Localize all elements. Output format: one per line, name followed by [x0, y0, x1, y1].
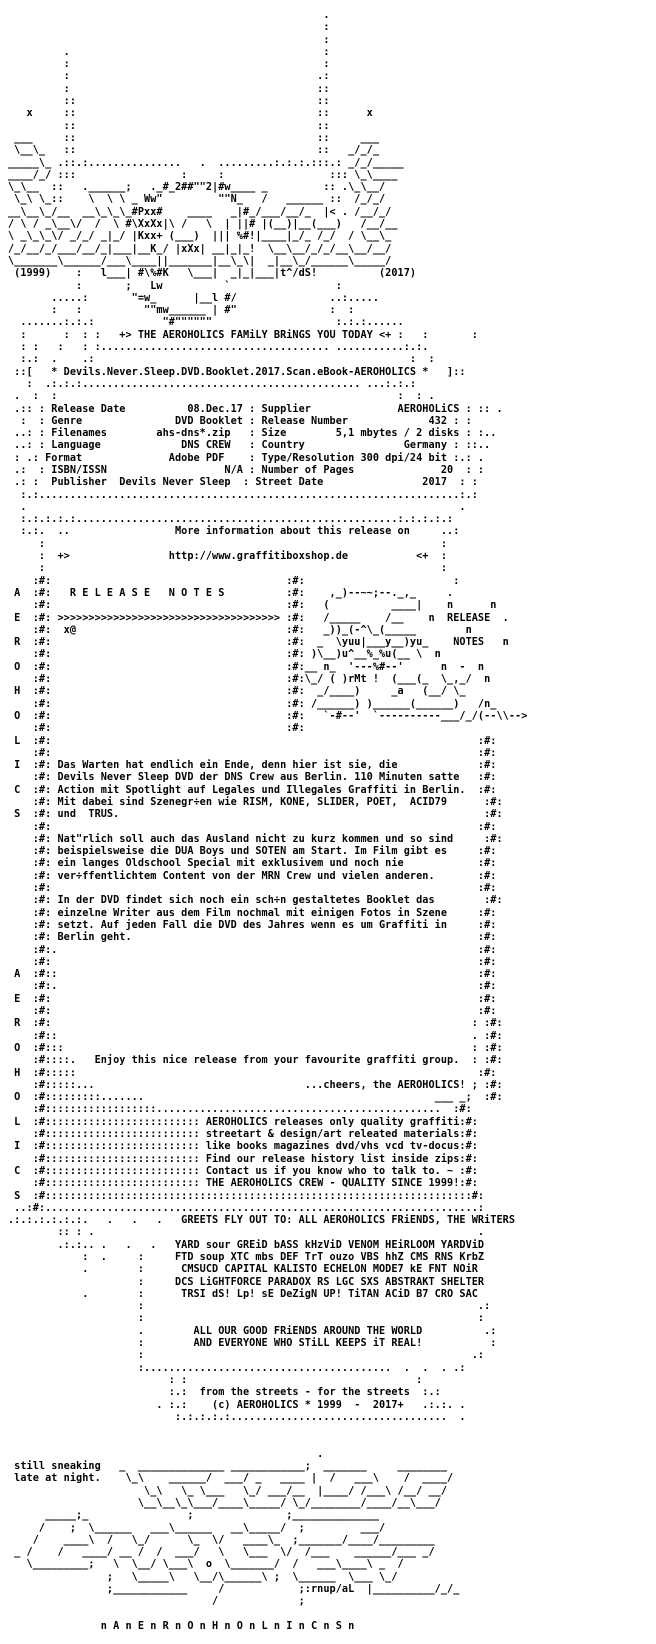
nfo-ascii-art-text: . : : . : : : : .: : :: :: :: x :: :: x :: :: ___ :: :: ___ \__\_ :: :: _/_/_ _____\_ .::.:............... . .........:.:.:.:::.: _/_/_____ ____/_/ ::: : : ::: \_\____ \_\__ :: .______; ._#_2##""2|#w____ _ :: .\_\__/ \_\ \_:: \ \ \ _ Ww" ""N_ / ______ :: /_/_/ __\__\_/__ __\_\_\_#Pxx# ____ _|#_/___/__/_ |< . /__/_/ / \ / _\__\/ / \ #\XxXx|\ / \ | ||# |(__)|__(___) /__/__ \ _\_\_\/ _/_/ _|_/ |Kxx+ (___) ||| %#!|____|_/_ /_/ / \__\_ /_/__/_/___/__/_|___|__K_/ |xXx| __|_|_! \__\__/_/_/__\__/__/ \_______\______/___\____||_______|__\_\| _|__\_/______\_____/ (1999) : l___| #\%#K \___| _|_|___|t^/dS! (2017) : ; Lw ` : .....: "=w_ |__l #/ ..:..... : : ""mw______ | #" : : .......:.:.: "#"""""" :.:.:...... : : : : +> THE AEROHOLICS FAMiLY BRiNGS YOU TODAY <+ : : : : : : : :..................................... ...........:.:. :.: . .: : : ::[ * Devils.Never.Sleep.DVD.Booklet.2017.Scan.eBook-AEROHOLICS * ]:: : .:.:.:............................................. ...:.:.: . : : : : . .:: : Release Date 08.Dec.17 : Supplier AEROHOLiCS : :: . : : Genre DVD Booklet : Release Number 432 : : ..: : Filenames ahs-dns*.zip : Size 5,1 mbytes / 2 disks : :.. ..: : Language DNS CREW : Country Germany : ::.. : .: Format Adobe PDF : Type/Resolution 300 dpi/24 bit :.: . .: : ISBN/ISSN N/A : Number of Pages 20 : : .: : Publisher Devils Never Sleep : Street Date 2017 : : :.:....................................................................:.: . . :.:.:.:.:....................................................:.:.:.:.: :.:. .. More information about this release on ..: : : : +> http://www.graffitiboxshop.de <+ : : : :#: :#: : A :#: R E L E A S E N O T E S :#: ,_)--~~;--._,_ . :#: :#: ( ____| n n E :#: >>>>>>>>>>>>>>>>>>>>>>>>>>>>>>>>>>>> :#: /_____ /__ n RELEASE . :#: x@ :#: _))_(-^\_(_____ n R :#: :#: _ \yuu|___y__)yu_ NOTES n :#: :#: )\__)u^__%_%u(__ \ n O :#: :#:__ n_ '---%#--' n - n :#: :#:\_/ ( )rMt ! (___(_ \_,_/ n H :#: :#: _/____) _a (__/ \_ :#: :#: /______) )______(______) /n_ O :#: :#: `-#--' `----------___/_/(--\\--> :#: :#: L :#: :#: :#: :#: I :#: Das Warten hat endlich ein Ende, denn hier ist sie, die :#: :#: Devils Never Sleep DVD der DNS Crew aus Berlin. 110 Minuten satte :#: C :#: Action mit Spotlight auf Legales und Illegales Graffiti in Berlin. :#: :#: Mit dabei sind Szenegr÷en wie RISM, KONE, SLIDER, POET, ACID79 :#: S :#: und TRUS. :#: :#: :#: :#: Nat"rlich soll auch das Ausland nicht zu kurz kommen und so sind :#: :#: beispielsweise die DUA Boys und SOTEN am Start. Im Film gibt es :#: :#: ein langes Oldschool Special mit exklusivem und noch nie :#: :#: ver÷ffentlichtem Content von der MRN Crew und vielen anderen. :#: :#: :#: :#: In der DVD findet sich noch ein sch÷n gestaltetes Booklet das :#: :#: einzelne Writer aus dem Film nochmal mit einigen Fotos in Szene :#: :#: setzt. Auf jeden Fall die DVD des Jahres wenn es um Graffiti in :#: :#: Berlin geht. :#: :#:. :#: :#: :#: A :#:: :#: :#:. :#: E :#: :#: :#: :#: R :#: : :#: :#:: . :#: O :#::: : :#: :#::::. Enjoy this nice release from your favourite graffiti group. : :#: H :#::::: :#: :#:::::... ...cheers, the AEROHOLICS! ; :#: O :#:::::::::....... ___ _; :#: :#::::::::::::::::::.............................................. :#: L :#::::::::::::::::::::::::: AEROHOLICS releases only quality graffiti:#: :#::::::::::::::::::::::::: streetart & design/art releated materials:#: I :#::::::::::::::::::::::::: like books magazines dvd/vhs vcd tv-docus:#: :#::::::::::::::::::::::::: Find our release history list inside zips:#: C :#::::::::::::::::::::::::: Contact us if you know who to talk to. ~ :#: :#::::::::::::::::::::::::: THE AEROHOLICS CREW - QUALITY SINCE 1999!:#: S :#:::::::::::::::::::::::::::::::::::::::::::::::::::::::::::::::::::::#: ..:#:......................................................................: .:.:.:.:.:.:. . . . GREETS FLY OUT TO: ALL AEROHOLICS FRiENDS, THE WRiTERS :: : . . .:.:.. . . . YARD sour GREiD bASS kHzViD VENOM HEiRLOOM YARDViD : . : FTD soup XTC mbs DEF TrT ouzo VBS hhZ CMS RNS KrbZ . : CMSUCD CAPITAL KALISTO ECHELON MODE7 kE FNT NOiR : DCS LiGHTFORCE PARADOX RS LGC SXS ABSTRAKT SHELTER . : TRSI dS! Lp! sE DeZigN UP! TiTAN ACiD B7 CRO SAC : .: : : . ALL OUR GOOD FRiENDS AROUND THE WORLD .: : AND EVERYONE WHO STiLL KEEPS iT REAL! : : .: :........................................ . . . .: : : : :.: from the streets - for the streets :.: . :.: (c) AEROHOLICS * 1999 - 2017+ .:.:. . :.:.:.:.:................................... . . still sneaking _ ______________ ____________; _______ ________ late at night. \_\ ______/ ___/ _ ____ | / ___\ / ____/ \_\ \_ \___ \_/ ___/__ |____/ /___\ /__/ __/ \__\__\_\___/____\_____/ \_/________/____/__\___/ _____;_ ; ;______________ / ; \______ ___\______ __\_____/ ; ___/ / ____\ / \_/ \_ \/ ____\_ ;_______/____/_________ _ / / ____/ __ / / ___/ \ \___ \/ /___ ______/___ _/ \_________; \ \__/ \___\ o \_______/ / ___\____\ _ / ; \_____\ \__/\______\ ; \______ \___ \_/ ;____________ / ;:rnup/aL |__________/_/_ / ; n A n E n R n O n H n O n L n I n C n S n — [8, 10, 528, 1632]
